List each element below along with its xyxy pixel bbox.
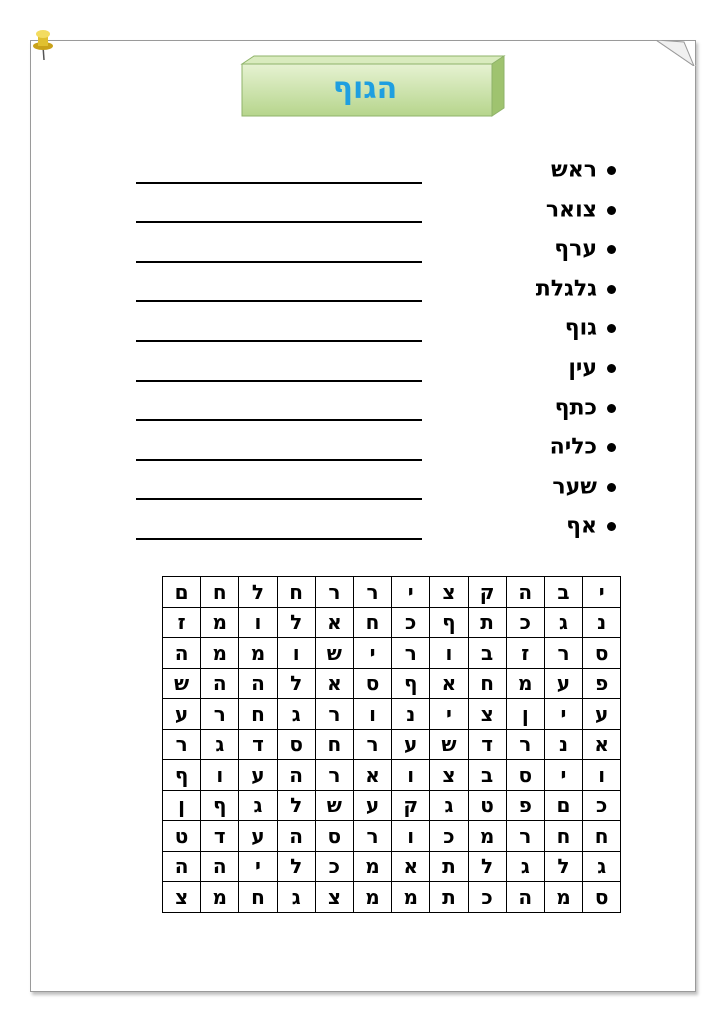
- list-item: [440, 308, 616, 348]
- grid-cell[interactable]: ל: [277, 851, 315, 882]
- grid-cell[interactable]: י: [239, 851, 277, 882]
- grid-cell[interactable]: י: [544, 760, 582, 791]
- grid-cell[interactable]: ו: [201, 760, 239, 791]
- grid-cell[interactable]: ו: [239, 607, 277, 638]
- grid-cell[interactable]: נ: [544, 729, 582, 760]
- grid-cell[interactable]: ח: [239, 882, 277, 913]
- grid-cell[interactable]: כ: [315, 851, 353, 882]
- grid-cell[interactable]: נ: [583, 607, 621, 638]
- grid-cell[interactable]: פ: [583, 668, 621, 699]
- grid-cell[interactable]: י: [353, 638, 391, 669]
- word-label: אף: [566, 514, 597, 540]
- grid-cell[interactable]: ח: [544, 821, 582, 852]
- grid-cell[interactable]: כ: [583, 790, 621, 821]
- word-label: עין: [568, 355, 597, 381]
- grid-cell[interactable]: ר: [315, 699, 353, 730]
- grid-cell[interactable]: ו: [277, 638, 315, 669]
- grid-cell[interactable]: ס: [583, 638, 621, 669]
- grid-cell[interactable]: א: [315, 607, 353, 638]
- grid-cell[interactable]: ה: [201, 851, 239, 882]
- grid-cell[interactable]: א: [392, 851, 430, 882]
- grid-row: [163, 821, 621, 852]
- grid-cell[interactable]: א: [315, 668, 353, 699]
- grid-cell[interactable]: ס: [583, 882, 621, 913]
- word-label: כתף: [554, 395, 597, 421]
- grid-cell[interactable]: כ: [392, 607, 430, 638]
- answer-line[interactable]: [136, 308, 422, 348]
- list-item: [440, 150, 616, 190]
- answer-line[interactable]: [136, 467, 422, 507]
- grid-cell[interactable]: ה: [201, 668, 239, 699]
- grid-row: [163, 760, 621, 791]
- grid-cell[interactable]: י: [430, 699, 468, 730]
- grid-cell[interactable]: ת: [468, 607, 506, 638]
- grid-cell[interactable]: ו: [353, 699, 391, 730]
- grid-cell[interactable]: י: [544, 699, 582, 730]
- grid-cell[interactable]: כ: [468, 882, 506, 913]
- grid-row: [163, 607, 621, 638]
- grid-cell[interactable]: ר: [353, 729, 391, 760]
- word-label: שער: [552, 474, 597, 500]
- grid-cell[interactable]: מ: [353, 851, 391, 882]
- word-label: גלגלת: [535, 276, 597, 302]
- grid-cell[interactable]: ר: [353, 821, 391, 852]
- answer-lines: [136, 150, 422, 546]
- grid-cell[interactable]: ה: [163, 851, 201, 882]
- grid-cell[interactable]: ר: [201, 699, 239, 730]
- grid-cell[interactable]: ת: [430, 882, 468, 913]
- list-item: [440, 269, 616, 309]
- bullet-icon: [607, 206, 616, 215]
- grid-cell[interactable]: ג: [277, 882, 315, 913]
- answer-line[interactable]: [136, 348, 422, 388]
- grid-cell[interactable]: ע: [544, 668, 582, 699]
- grid-cell[interactable]: ה: [277, 760, 315, 791]
- answer-line[interactable]: [136, 190, 422, 230]
- bullet-icon: [607, 324, 616, 333]
- bullet-icon: [607, 166, 616, 175]
- grid-cell[interactable]: ל: [239, 577, 277, 608]
- word-label: צואר: [545, 197, 597, 223]
- grid-cell[interactable]: ס: [506, 760, 544, 791]
- grid-cell[interactable]: א: [353, 760, 391, 791]
- list-item: [440, 348, 616, 388]
- word-label: ראש: [551, 157, 597, 183]
- grid-cell[interactable]: ר: [353, 577, 391, 608]
- grid-cell[interactable]: כ: [506, 607, 544, 638]
- list-item: [440, 229, 616, 269]
- bullet-icon: [607, 245, 616, 254]
- grid-cell[interactable]: ל: [277, 790, 315, 821]
- grid-cell[interactable]: ש: [315, 790, 353, 821]
- grid-cell[interactable]: י: [392, 577, 430, 608]
- grid-cell[interactable]: ו: [392, 760, 430, 791]
- grid-cell[interactable]: ר: [506, 821, 544, 852]
- grid-cell[interactable]: ג: [201, 729, 239, 760]
- grid-cell[interactable]: ו: [392, 821, 430, 852]
- page-title: הגוף: [332, 71, 398, 106]
- bullet-icon: [607, 285, 616, 294]
- bullet-icon: [607, 483, 616, 492]
- grid-cell[interactable]: ע: [163, 699, 201, 730]
- answer-line[interactable]: [136, 269, 422, 309]
- grid-cell[interactable]: ד: [239, 729, 277, 760]
- grid-cell[interactable]: ג: [239, 790, 277, 821]
- grid-cell[interactable]: מ: [544, 882, 582, 913]
- grid-cell[interactable]: ע: [239, 821, 277, 852]
- answer-line[interactable]: [136, 506, 422, 546]
- grid-cell[interactable]: מ: [201, 882, 239, 913]
- grid-row: [163, 577, 621, 608]
- grid-cell[interactable]: ר: [315, 760, 353, 791]
- grid-cell[interactable]: ד: [201, 821, 239, 852]
- grid-cell[interactable]: ק: [468, 577, 506, 608]
- grid-cell[interactable]: ס: [315, 821, 353, 852]
- word-label: גוף: [564, 316, 597, 342]
- bullet-icon: [607, 522, 616, 531]
- grid-row: [163, 729, 621, 760]
- grid-cell[interactable]: ש: [163, 668, 201, 699]
- grid-cell[interactable]: ק: [392, 790, 430, 821]
- bullet-icon: [607, 404, 616, 413]
- grid-cell[interactable]: ן: [506, 699, 544, 730]
- grid-cell[interactable]: ג: [277, 699, 315, 730]
- list-item: [440, 467, 616, 507]
- grid-cell[interactable]: ח: [277, 577, 315, 608]
- grid-cell[interactable]: צ: [430, 760, 468, 791]
- grid-cell[interactable]: ח: [353, 607, 391, 638]
- grid-cell[interactable]: ש: [315, 638, 353, 669]
- grid-cell[interactable]: ח: [315, 729, 353, 760]
- grid-cell[interactable]: מ: [506, 668, 544, 699]
- grid-row: [163, 638, 621, 669]
- grid-cell[interactable]: ר: [506, 729, 544, 760]
- grid-cell[interactable]: ז: [163, 607, 201, 638]
- grid-cell[interactable]: ה: [163, 638, 201, 669]
- grid-cell[interactable]: ז: [506, 638, 544, 669]
- grid-cell[interactable]: ח: [583, 821, 621, 852]
- grid-cell[interactable]: ה: [239, 668, 277, 699]
- grid-cell[interactable]: ב: [544, 577, 582, 608]
- grid-cell[interactable]: צ: [430, 577, 468, 608]
- grid-cell[interactable]: ר: [315, 577, 353, 608]
- list-item: [440, 388, 616, 428]
- grid-cell[interactable]: ב: [468, 638, 506, 669]
- grid-cell[interactable]: ל: [277, 668, 315, 699]
- grid-cell[interactable]: מ: [201, 607, 239, 638]
- grid-cell[interactable]: צ: [468, 699, 506, 730]
- grid-cell[interactable]: פ: [506, 790, 544, 821]
- answer-line[interactable]: [136, 427, 422, 467]
- word-label: ערף: [554, 236, 597, 262]
- grid-row: [163, 668, 621, 699]
- grid-cell[interactable]: ח: [468, 668, 506, 699]
- grid-cell[interactable]: ג: [506, 851, 544, 882]
- page-curl-icon: [656, 40, 696, 66]
- grid-cell[interactable]: ג: [583, 851, 621, 882]
- grid-cell[interactable]: נ: [392, 699, 430, 730]
- grid-cell[interactable]: ה: [506, 577, 544, 608]
- grid-cell[interactable]: ם: [163, 577, 201, 608]
- grid-cell[interactable]: מ: [239, 638, 277, 669]
- grid-cell[interactable]: ש: [430, 729, 468, 760]
- list-item: [440, 190, 616, 230]
- grid-cell[interactable]: ן: [163, 790, 201, 821]
- grid-cell[interactable]: ג: [544, 607, 582, 638]
- grid-cell[interactable]: ע: [353, 790, 391, 821]
- grid-cell[interactable]: ר: [163, 729, 201, 760]
- grid-cell[interactable]: ד: [468, 729, 506, 760]
- grid-cell[interactable]: מ: [468, 821, 506, 852]
- grid-cell[interactable]: מ: [392, 882, 430, 913]
- grid-cell[interactable]: ל: [468, 851, 506, 882]
- grid-cell[interactable]: י: [583, 577, 621, 608]
- word-search-grid: [162, 576, 621, 913]
- grid-cell[interactable]: ס: [353, 668, 391, 699]
- grid-cell[interactable]: ג: [430, 790, 468, 821]
- grid-cell[interactable]: ח: [239, 699, 277, 730]
- list-item: [440, 427, 616, 467]
- bullet-icon: [607, 364, 616, 373]
- answer-line[interactable]: [136, 150, 422, 190]
- list-item: [440, 506, 616, 546]
- grid-cell[interactable]: ף: [163, 760, 201, 791]
- grid-cell[interactable]: ב: [468, 760, 506, 791]
- word-label: כליה: [549, 434, 597, 460]
- grid-cell[interactable]: ר: [544, 638, 582, 669]
- grid-cell[interactable]: ע: [392, 729, 430, 760]
- grid-cell[interactable]: ף: [430, 607, 468, 638]
- grid-cell[interactable]: ף: [392, 668, 430, 699]
- grid-cell[interactable]: ר: [392, 638, 430, 669]
- answer-line[interactable]: [136, 229, 422, 269]
- grid-cell[interactable]: ט: [163, 821, 201, 852]
- grid-cell[interactable]: ל: [544, 851, 582, 882]
- grid-cell[interactable]: א: [430, 668, 468, 699]
- grid-cell[interactable]: ע: [583, 699, 621, 730]
- grid-cell[interactable]: ו: [583, 760, 621, 791]
- grid-cell[interactable]: ו: [430, 638, 468, 669]
- grid-cell[interactable]: צ: [315, 882, 353, 913]
- grid-cell[interactable]: ה: [277, 821, 315, 852]
- grid-row: [163, 882, 621, 913]
- grid-row: [163, 790, 621, 821]
- grid-cell[interactable]: א: [583, 729, 621, 760]
- grid-cell[interactable]: צ: [163, 882, 201, 913]
- grid-cell[interactable]: ף: [201, 790, 239, 821]
- bullet-icon: [607, 443, 616, 452]
- answer-line[interactable]: [136, 388, 422, 428]
- grid-row: [163, 851, 621, 882]
- grid-cell[interactable]: כ: [430, 821, 468, 852]
- grid-cell[interactable]: ט: [468, 790, 506, 821]
- grid-cell[interactable]: ם: [544, 790, 582, 821]
- grid-cell[interactable]: ח: [201, 577, 239, 608]
- grid-cell[interactable]: ה: [506, 882, 544, 913]
- word-list: [440, 150, 616, 546]
- push-pin-icon: [30, 26, 56, 62]
- grid-cell[interactable]: ע: [239, 760, 277, 791]
- grid-cell[interactable]: מ: [201, 638, 239, 669]
- grid-cell[interactable]: ת: [430, 851, 468, 882]
- grid-cell[interactable]: ל: [277, 607, 315, 638]
- grid-cell[interactable]: ס: [277, 729, 315, 760]
- grid-cell[interactable]: מ: [353, 882, 391, 913]
- grid-row: [163, 699, 621, 730]
